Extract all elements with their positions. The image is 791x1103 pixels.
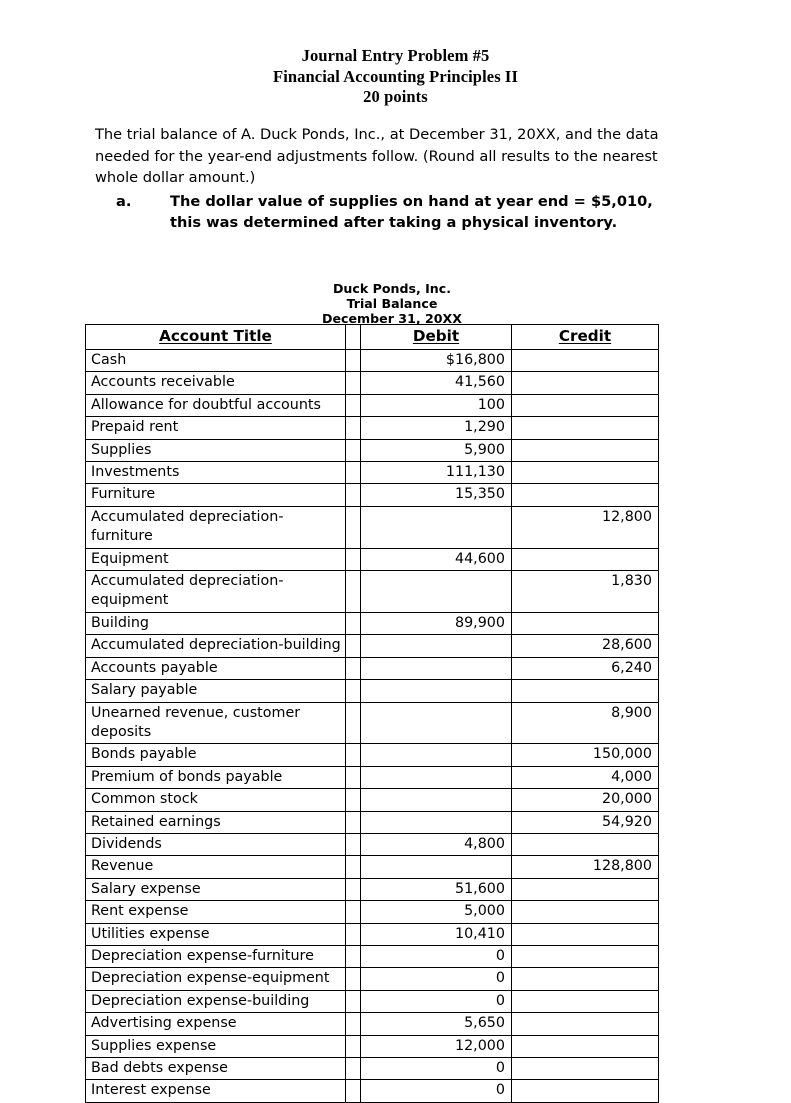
cell-credit: 20,000: [512, 789, 659, 811]
cell-credit: [512, 833, 659, 855]
table-row: [86, 766, 659, 788]
table-row: [86, 968, 659, 990]
cell-spacer: [346, 1058, 361, 1080]
cell-debit: 5,650: [361, 1013, 512, 1035]
table-row: [86, 744, 659, 766]
cell-spacer: [346, 680, 361, 702]
cell-credit: [512, 923, 659, 945]
cell-account-title: Accounts receivable: [86, 372, 346, 394]
table-row: [86, 923, 659, 945]
table-row: [86, 417, 659, 439]
cell-account-title: Interest expense: [86, 1080, 346, 1102]
cell-credit: [512, 878, 659, 900]
cell-debit: 5,900: [361, 439, 512, 461]
cell-spacer: [346, 506, 361, 548]
cell-credit: [512, 1035, 659, 1057]
table-row: [86, 1080, 659, 1102]
cell-debit: [361, 680, 512, 702]
cell-debit: 10,410: [361, 923, 512, 945]
trial-balance-body: [86, 350, 659, 1103]
cell-account-title: Building: [86, 612, 346, 634]
cell-account-title: Allowance for doubtful accounts: [86, 394, 346, 416]
statement-company-name: Duck Ponds, Inc.: [332, 281, 452, 296]
cell-spacer: [346, 657, 361, 679]
intro-paragraph: The trial balance of A. Duck Ponds, Inc., at December 31, 20XX, and the data needed for the year-end adjustments follow. (Round all results to the nearest whole dollar amount.): [95, 126, 659, 186]
cell-spacer: [346, 394, 361, 416]
cell-spacer: [346, 811, 361, 833]
table-row: [86, 878, 659, 900]
cell-spacer: [346, 417, 361, 439]
cell-spacer: [346, 571, 361, 613]
cell-credit: [512, 350, 659, 372]
cell-spacer: [346, 548, 361, 570]
table-row: [86, 506, 659, 548]
cell-credit: [512, 990, 659, 1012]
table-row: [86, 571, 659, 613]
cell-debit: 0: [361, 990, 512, 1012]
table-row: [86, 990, 659, 1012]
cell-spacer: [346, 766, 361, 788]
cell-account-title: Depreciation expense-equipment: [86, 968, 346, 990]
cell-spacer: [346, 635, 361, 657]
table-row: [86, 635, 659, 657]
cell-account-title: Supplies expense: [86, 1035, 346, 1057]
table-row: [86, 945, 659, 967]
table-row: [86, 680, 659, 702]
table-row: [86, 394, 659, 416]
statement-date: December 31, 20XX: [322, 311, 462, 327]
cell-account-title: Depreciation expense-building: [86, 990, 346, 1012]
trial-balance-table-wrapper: [85, 324, 658, 1103]
cell-debit: 1,290: [361, 417, 512, 439]
cell-spacer: [346, 462, 361, 484]
table-header-row: [86, 325, 659, 350]
cell-credit: [512, 484, 659, 506]
table-row: [86, 1035, 659, 1057]
cell-credit: [512, 1058, 659, 1080]
cell-account-title: Advertising expense: [86, 1013, 346, 1035]
cell-debit: 51,600: [361, 878, 512, 900]
cell-account-title: Equipment: [86, 548, 346, 570]
cell-spacer: [346, 945, 361, 967]
cell-account-title: Premium of bonds payable: [86, 766, 346, 788]
item-a-marker: a.: [116, 193, 132, 210]
cell-debit: 12,000: [361, 1035, 512, 1057]
cell-debit: [361, 856, 512, 878]
table-row: [86, 856, 659, 878]
cell-account-title: Common stock: [86, 789, 346, 811]
cell-spacer: [346, 372, 361, 394]
cell-account-title: Retained earnings: [86, 811, 346, 833]
table-row: [86, 702, 659, 744]
cell-spacer: [346, 856, 361, 878]
table-row: [86, 484, 659, 506]
table-row: [86, 372, 659, 394]
cell-debit: [361, 571, 512, 613]
cell-debit: 15,350: [361, 484, 512, 506]
cell-credit: 8,900: [512, 702, 659, 744]
cell-debit: 100: [361, 394, 512, 416]
trial-balance-table: [85, 324, 659, 1103]
cell-credit: 4,000: [512, 766, 659, 788]
cell-account-title: Accounts payable: [86, 657, 346, 679]
cell-account-title: Bad debts expense: [86, 1058, 346, 1080]
table-row: [86, 789, 659, 811]
cell-credit: [512, 968, 659, 990]
table-row: [86, 350, 659, 372]
cell-credit: [512, 1080, 659, 1102]
cell-credit: [512, 612, 659, 634]
cell-account-title: Depreciation expense-furniture: [86, 945, 346, 967]
cell-credit: [512, 439, 659, 461]
cell-account-title: Unearned revenue, customer deposits: [86, 702, 346, 744]
cell-credit: [512, 394, 659, 416]
table-row: [86, 833, 659, 855]
cell-debit: [361, 506, 512, 548]
column-header-debit: Debit: [361, 325, 512, 350]
cell-debit: [361, 744, 512, 766]
cell-debit: 0: [361, 968, 512, 990]
cell-account-title: Accumulated depreciation-equipment: [86, 571, 346, 613]
cell-credit: [512, 901, 659, 923]
table-row: [86, 439, 659, 461]
cell-credit: [512, 372, 659, 394]
page-title: [0, 46, 791, 108]
cell-debit: 0: [361, 945, 512, 967]
cell-account-title: Prepaid rent: [86, 417, 346, 439]
cell-account-title: Rent expense: [86, 901, 346, 923]
cell-spacer: [346, 484, 361, 506]
cell-spacer: [346, 789, 361, 811]
cell-account-title: Salary expense: [86, 878, 346, 900]
cell-debit: [361, 811, 512, 833]
cell-credit: 6,240: [512, 657, 659, 679]
cell-account-title: Dividends: [86, 833, 346, 855]
title-line-2: Financial Accounting Principles II: [273, 66, 518, 86]
cell-debit: [361, 789, 512, 811]
column-header-spacer: [346, 325, 361, 350]
statement-heading: [85, 281, 699, 327]
table-row: [86, 811, 659, 833]
cell-account-title: Bonds payable: [86, 744, 346, 766]
cell-spacer: [346, 878, 361, 900]
cell-account-title: Accumulated depreciation-furniture: [86, 506, 346, 548]
title-line-3: 20 points: [363, 87, 428, 106]
table-row: [86, 462, 659, 484]
cell-credit: 54,920: [512, 811, 659, 833]
cell-credit: [512, 548, 659, 570]
cell-debit: 89,900: [361, 612, 512, 634]
cell-credit: 28,600: [512, 635, 659, 657]
cell-credit: [512, 462, 659, 484]
cell-account-title: Accumulated depreciation-building: [86, 635, 346, 657]
cell-spacer: [346, 833, 361, 855]
cell-debit: [361, 635, 512, 657]
cell-debit: 5,000: [361, 901, 512, 923]
cell-account-title: Investments: [86, 462, 346, 484]
cell-debit: 111,130: [361, 462, 512, 484]
statement-type: Trial Balance: [346, 296, 438, 312]
cell-spacer: [346, 439, 361, 461]
cell-debit: 0: [361, 1080, 512, 1102]
cell-spacer: [346, 744, 361, 766]
cell-credit: 12,800: [512, 506, 659, 548]
cell-account-title: Salary payable: [86, 680, 346, 702]
cell-debit: 0: [361, 1058, 512, 1080]
cell-credit: 150,000: [512, 744, 659, 766]
cell-spacer: [346, 901, 361, 923]
cell-spacer: [346, 923, 361, 945]
table-row: [86, 612, 659, 634]
cell-account-title: Utilities expense: [86, 923, 346, 945]
cell-credit: [512, 680, 659, 702]
cell-account-title: Revenue: [86, 856, 346, 878]
table-row: [86, 901, 659, 923]
problem-item-a: [116, 191, 676, 233]
table-row: [86, 1058, 659, 1080]
cell-debit: 44,600: [361, 548, 512, 570]
cell-spacer: [346, 702, 361, 744]
cell-account-title: Furniture: [86, 484, 346, 506]
cell-spacer: [346, 612, 361, 634]
cell-debit: [361, 766, 512, 788]
cell-spacer: [346, 350, 361, 372]
cell-debit: $16,800: [361, 350, 512, 372]
cell-spacer: [346, 990, 361, 1012]
cell-debit: 4,800: [361, 833, 512, 855]
column-header-credit: Credit: [512, 325, 659, 350]
cell-spacer: [346, 968, 361, 990]
cell-credit: [512, 945, 659, 967]
item-a-text: The dollar value of supplies on hand at year end = $5,010, this was determined after taking a physical inventory.: [170, 193, 653, 231]
cell-debit: 41,560: [361, 372, 512, 394]
cell-account-title: Cash: [86, 350, 346, 372]
cell-account-title: Supplies: [86, 439, 346, 461]
cell-debit: [361, 702, 512, 744]
cell-spacer: [346, 1035, 361, 1057]
table-row: [86, 657, 659, 679]
cell-credit: [512, 417, 659, 439]
cell-spacer: [346, 1080, 361, 1102]
cell-credit: 128,800: [512, 856, 659, 878]
title-line-1: Journal Entry Problem #5: [301, 46, 490, 65]
table-row: [86, 548, 659, 570]
cell-credit: 1,830: [512, 571, 659, 613]
cell-debit: [361, 657, 512, 679]
column-header-account-title: Account Title: [86, 325, 346, 350]
